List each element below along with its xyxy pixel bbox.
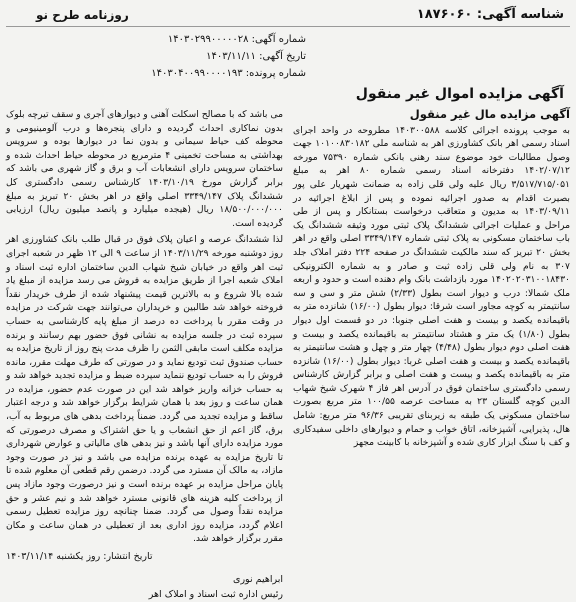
right-column-body: به موجب پرونده اجرائی کلاسه ۱۴۰۳۰۰۵۸۸ مطروحه در واحد اجرای اسناد رسمی اهر بانک کشاورزی اهر به شناسه ملی ۱۰۱۰۰۸۳۰۱۸۲ جهت وصول مطالبات خود موضوع سند رهنی بانکی شماره ۷۵۳۹۰ مورخه ۱۴۰۲/۰۷/۱۲ دفترخانه اسناد رسمی شماره ۸۰ اهر به مبلغ ۳/۵۱۷/۷۱۵/۰۵۱ ریال علیه ولی قلی زاده به ضمانت شهریار علی پور بصیرت اقدام به صدور اجرائیه نموده و پس از ابلاغ اجرائیه در ۱۴۰۳/۰۹/۱۱ به مدیون و متعاقب درخواست بستانکار و پس از طی مراحل و عملیات اجرائی ششدانگ پلاک ثبتی مورد وثیقه ششدانگ یک باب ساختمان مسکونی به پلاک ثبتی شماره ۳۳۴۹/۱۴۷ اصلی واقع در اهر بخش ۲۰ تبریز که سند مالکیت ششدانگ در صفحه ۲۲۴ دفتر املاک جلد ۳۰۷ به نام ولی قلی زاده ثبت و صادر و به شماره الکترونیکی ۱۴۰۲۰۲۰۳۱۰۰۱۸۴۳۰ مورد بازداشت بانک وام دهنده است و حدود و اربعه ملک شمالا: درب و دیوار است بطول (۲/۳۳) شش متر و سی و سه سانتیمتر به کوچه مجاور است شرقا: دیوار بطول (۱۶/۰۰) شانزده متر به باقیمانده یکصد و بیست و هفت اصلی جنوبا: در دو قسمت اول دیوار بطول (۱/۸۰) یک متر و هشتاد سانتیمتر به باقیمانده یکصد و بیست و هفت اصلی دوم دیوار بطول (۴/۴۸) چهار متر و چهل و هشت سانتیمتر به باقیمانده یکصد و بیست و هفت اصلی غربا: دیوار بطول (۱۶/۰۰) شانزده متر به باقیمانده یکصد و بیست و هفت اصلی و برابر گزارش کارشناس رسمی دادگستری ساختمان فوق در آدرس اهر فاز ۴ شهرک شیخ شهاب الدین کوچه گلستان ۲۳ به مساحت عرصه ۱۰۰/۵۵ متر مربع بصورت ساختمان مسکونی یک طبقه به زیربنای تقریبی ۹۶/۳۶ متر مربع: شامل هال، پذیرایی، آشپزخانه، اتاق خواب و حمام و دیوارهای داخلی سفیدکاری و کف با سنگ ابزار کاری شده و آشپزخانه با کابینت مجهز — [293, 124, 571, 449]
case-number: شماره پرونده: ۱۴۰۳۰۴۰۰۹۹۰۰۰۰۱۹۳ — [151, 68, 306, 79]
left-column — [6, 108, 283, 602]
left-column-paragraph-1: می باشد که با مصالح اسکلت آهنی و دیوارهای آجری و سقف تیرچه بلوک بدون نماکاری احداث گردیده و دارای پنجره‌ها و درب آلومینیومی و محوطه کف حیاط سیمانی و بدون نما در دیوارها بوده و سرویس بهداشتی به مساحت تخمینی ۴ مترمربع در محوطه حیاط احداث شده و ساختمان سرویس دارای انشعابات آب و برق و گاز شهری می باشد که برابر گزارش مورخ ۱۴۰۳/۱۰/۱۹ کارشناس رسمی دادگستری کل ششدانگ پلاک ۳۳۴۹/۱۴۷ اصلی واقع در اهر بخش ۲۰ تبریز به مبلغ ۱۸/۵۰۰/۰۰۰/۰۰۰ ریال (هیجده میلیارد و پانصد میلیون ریال) ارزیابی گردیده است. — [6, 109, 284, 229]
signatory-title: رئیس اداره ثبت اسناد و املاک اهر — [148, 588, 283, 600]
notice-id: شناسه آگهی: ۱۸۷۶۰۶۰ — [416, 7, 564, 22]
paper-name: روزنامه طرح نو — [36, 8, 129, 22]
subhead: آگهی مزایده مال غیر منقول — [409, 107, 570, 121]
notice-date: تاریخ آگهی: ۱۴۰۳/۱۱/۱۱ — [206, 51, 306, 62]
masthead — [6, 4, 570, 27]
signature-block — [6, 572, 283, 602]
right-column — [293, 108, 570, 602]
notice-number: شماره آگهی: ۱۴۰۳۰۲۹۹۰۰۰۰۰۲۸ — [167, 34, 306, 45]
signatory-name: ابراهیم نوری — [233, 573, 283, 585]
text-columns — [6, 108, 570, 602]
left-column-paragraph-2: لذا ششدانگ عرصه و اعیان پلاک فوق در قبال طلب بانک کشاورزی اهر روز دوشنبه مورخه ۱۴۰۳/۱۱/۲۹ از ساعت ۹ الی ۱۲ ظهر در شعبه اجرای ثبت اهر واقع در خیابان شیخ شهاب الدین ساختمان اداره ثبت اسناد و املاک شعبه اجرا از طریق مزایده به فروش می رسد مزایده از مبلغ یاد شده بالا شروع و به بالاترین قیمت پیشنهاد شده از طرف خریدار نقداً فروخته خواهد شد طالبین و خریداران می‌توانند جهت شرکت در مزایده در وقت مقرر با پرداخت ده درصد از مبلغ پایه کارشناسی به حساب سپرده ثبت در جلسه مزایده به نشانی فوق حضور بهم رسانند و برنده مزایده مکلف است مابقی الثمن را ظرف مدت پنج روز از تاریخ مزایده به حساب صندوق ثبت تودیع نماید و در صورتی که طرف مهلت مقرر، مانده فروش را به حساب تودیع ننماید سپرده ضبط و مزایده تجدید خواهد شد و به حساب خزانه واریز خواهد شد این در صورت عدم حضور، مزایده در همان ساعت و روز بعد با همان شرایط برگزار خواهد شد و درجه اعتبار ساقط و مزایده تجدید می گردد. ضمناً پرداخت بدهی های مربوط به آب، برق، گاز اعم از حق انشعاب و یا حق اشتراک و مصرف درصورتی که مورد مزایده دارای آنها باشد و نیز بدهی های مالیاتی و عوارض شهرداری تا تاریخ مزایده به عهده برنده مزایده می باشد و نیز در صورت وجود مازاد، به مالک آن مسترد می گردد. درضمن رقم قطعی آن معلوم شده تا پایان مراحل مزایده بر عهده برنده است و نیز درصورت وجود مازاد پس از پرداخت کلیه هزینه های قانونی مسترد خواهد شد و نیم عشر و حق مزایده نقداً وصول می گردد. ضمنا چنانچه روز مزایده تعطیل رسمی اعلام گردد، مزایده روز اداری بعد از تعطیلی در همان ساعت و مکان مقرر برگزار خواهد شد. — [6, 234, 283, 545]
publication-date: تاریخ انتشار: روز یکشنبه ۱۴۰۳/۱۱/۱۴ — [6, 551, 153, 562]
headline: آگهی مزایده اموال غیر منقول — [355, 86, 564, 102]
notice-meta — [6, 31, 312, 82]
